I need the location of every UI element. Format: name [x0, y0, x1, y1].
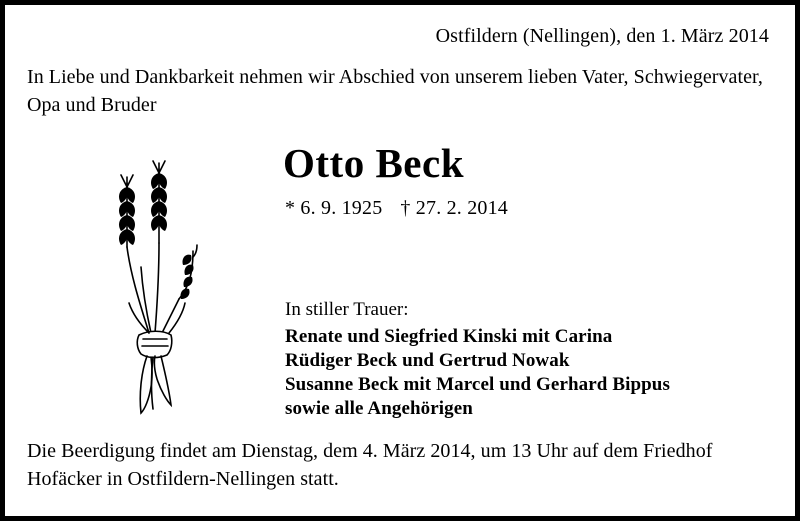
birth-date: * 6. 9. 1925 [285, 197, 383, 219]
intro-line-1: In Liebe und Dankbarkeit nehmen wir Abschied von unserem lieben Vater, Schwiegervater, [27, 66, 763, 88]
closing-line-1: Die Beerdigung findet am Dienstag, dem 4. März 2014, um 13 Uhr auf dem Friedhof [27, 440, 713, 462]
intro-text [27, 63, 773, 119]
closing-line-2: Hofäcker in Ostfildern-Nellingen statt. [27, 468, 339, 490]
deceased-block [257, 129, 773, 421]
mourning-lead: In stiller Trauer: [285, 299, 409, 320]
notice-body [27, 129, 773, 419]
mourner-line: sowie alle Angehörigen [285, 398, 473, 419]
deceased-name: Otto Beck [283, 140, 464, 186]
mourner-line: Rüdiger Beck und Gertrud Nowak [285, 350, 570, 371]
intro-line-2: Opa und Bruder [27, 94, 157, 116]
mourners-block [271, 297, 773, 421]
place-and-date: Ostfildern (Nellingen), den 1. März 2014 [435, 25, 769, 47]
wheat-sheaf-icon [27, 129, 257, 427]
life-dates [271, 195, 773, 221]
death-date: † 27. 2. 2014 [400, 197, 509, 219]
mourner-line: Renate und Siegfried Kinski mit Carina [285, 326, 613, 347]
mourner-line: Susanne Beck mit Marcel und Gerhard Bippus [285, 374, 670, 395]
funeral-details [27, 437, 773, 493]
